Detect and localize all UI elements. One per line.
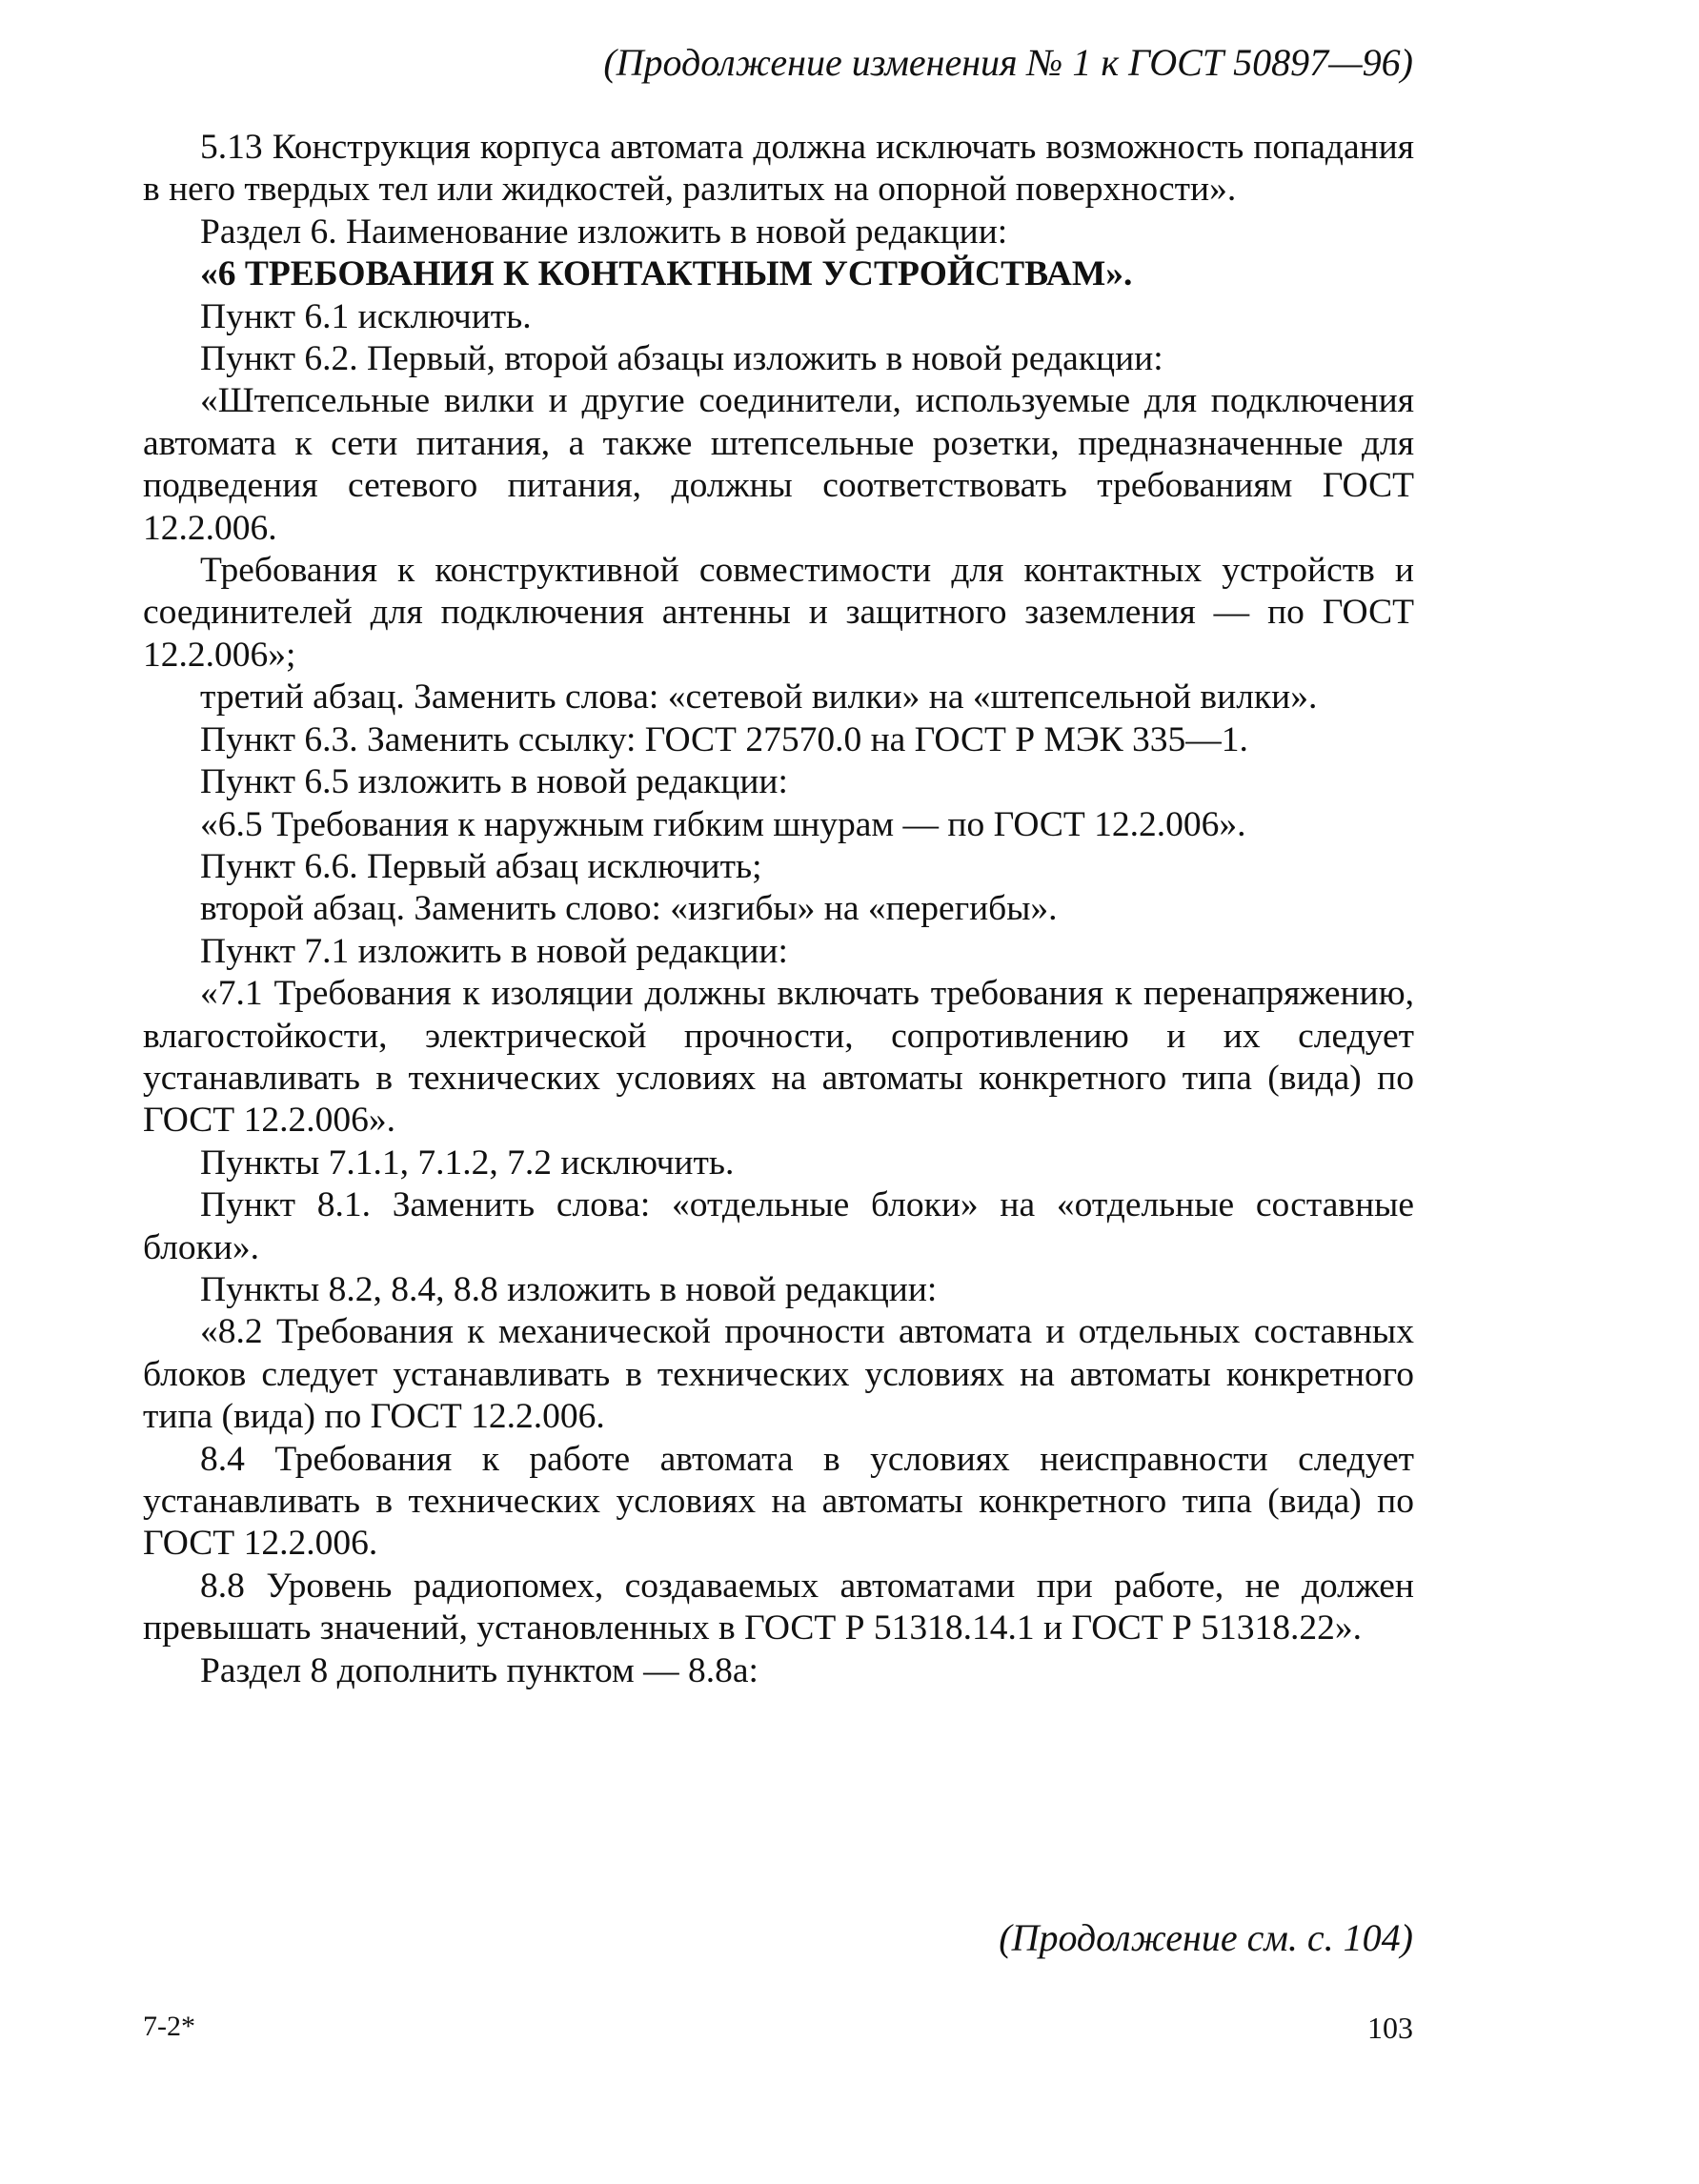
page-number: 103 xyxy=(1367,2011,1413,2045)
paragraph-6-2-plugs: «Штепсельные вилки и другие соединители, используемые для подключения автомата к сети питания, а также штепсельные розетки, предназначенные для подведения сетевого питания, должны соответствовать требованиям ГОСТ 12.2.006. xyxy=(143,381,1414,548)
paragraph-8-8a-intro: Раздел 8 дополнить пунктом — 8.8а: xyxy=(200,1650,758,1690)
paragraph-8-2: «8.2 Требования к механической прочности автомата и отдельных составных блоков следует устанавливать в технических условиях на автоматы конкретного типа (вида) по ГОСТ 12.2.006. xyxy=(143,1312,1414,1437)
paragraph-6-5-text: «6.5 Требования к наружным гибким шнурам — по ГОСТ 12.2.006». xyxy=(200,804,1246,844)
paragraph-5-13: 5.13 Конструкция корпуса автомата должна исключать возможность попадания в него твердых тел или жидкостей, разлитых на опорной поверхности». xyxy=(143,128,1414,210)
paragraph-6-6-second: второй абзац. Заменить слово: «изгибы» на «перегибы». xyxy=(200,889,1058,929)
running-header: (Продолжение изменения № 1 к ГОСТ 50897—96) xyxy=(603,41,1413,84)
paragraph-section-6-rename: Раздел 6. Наименование изложить в новой редакции: xyxy=(200,212,1008,252)
paragraph-6-6: Пункт 6.6. Первый абзац исключить; xyxy=(200,846,762,886)
paragraph-8-8: 8.8 Уровень радиопомех, создаваемых автоматами при работе, не должен превышать значений, установленных в ГОСТ Р 51318.14.1 и ГОСТ Р 51318.22». xyxy=(143,1566,1414,1648)
paragraph-6-3: Пункт 6.3. Заменить ссылку: ГОСТ 27570.0 на ГОСТ Р МЭК 335—1. xyxy=(200,719,1248,759)
paragraph-7-exclusions: Пункты 7.1.1, 7.1.2, 7.2 исключить. xyxy=(200,1143,735,1183)
document-body xyxy=(143,127,1414,1692)
signature-mark: 7-2* xyxy=(143,2011,195,2042)
paragraph-8-1: Пункт 8.1. Заменить слова: «отдельные блоки» на «отдельные составные блоки». xyxy=(143,1185,1414,1267)
paragraph-7-1-text: «7.1 Требования к изоляции должны включать требования к перенапряжению, влагостойкости, электрической прочности, сопротивлению и их следует устанавливать в технических условиях на автоматы конкретного типа (вида) по ГОСТ 12.2.006». xyxy=(143,974,1414,1141)
paragraph-6-2-compat: Требования к конструктивной совместимости для контактных устройств и соединителей для подключения антенны и защитного заземления — по ГОСТ 12.2.006»; xyxy=(143,551,1414,675)
section-6-title: «6 ТРЕБОВАНИЯ К КОНТАКТНЫМ УСТРОЙСТВАМ». xyxy=(200,254,1133,294)
paragraph-8-4: 8.4 Требования к работе автомата в условиях неисправности следует устанавливать в технических условиях на автоматы конкретного типа (вида) по ГОСТ 12.2.006. xyxy=(143,1439,1414,1564)
paragraph-7-1-intro: Пункт 7.1 изложить в новой редакции: xyxy=(200,931,788,971)
continuation-note: (Продолжение см. с. 104) xyxy=(999,1916,1413,1959)
paragraph-8-intro: Пункты 8.2, 8.4, 8.8 изложить в новой редакции: xyxy=(200,1269,938,1309)
paragraph-6-2-intro: Пункт 6.2. Первый, второй абзацы изложить в новой редакции: xyxy=(200,339,1163,379)
paragraph-6-2-third: третий абзац. Заменить слова: «сетевой вилки» на «штепсельной вилки». xyxy=(200,677,1318,718)
paragraph-6-5-intro: Пункт 6.5 изложить в новой редакции: xyxy=(200,762,788,802)
paragraph-6-1: Пункт 6.1 исключить. xyxy=(200,296,532,336)
